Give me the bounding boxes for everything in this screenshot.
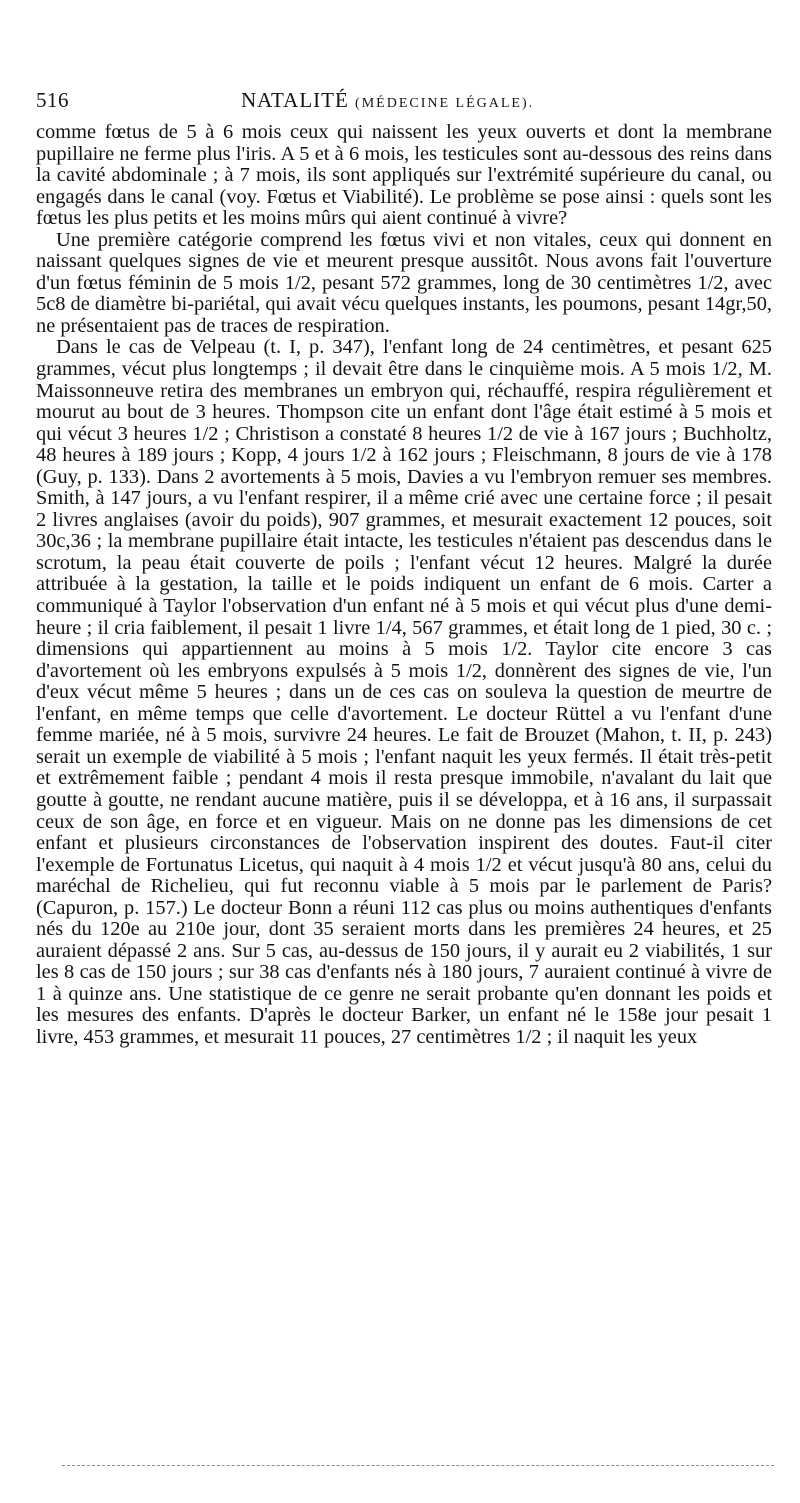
book-page — [36, 88, 772, 1049]
footer-rule — [62, 1465, 774, 1466]
running-title-subtitle: (MÉDECINE LÉGALE). — [355, 96, 535, 111]
page-number: 516 — [36, 88, 69, 112]
running-title — [241, 88, 534, 113]
running-header — [36, 88, 772, 122]
paragraph-continuation: comme fœtus de 5 à 6 mois ceux qui naissent les yeux ouverts et dont la membrane pupillaire ne ferme plus l'iris. A 5 et à 6 mois, les testicules sont au-dessous des reins dans la cavité abdominale ; à 7 mois, ils sont appliqués sur l'extrémité supérieure du canal, ou engagés dans le canal (voy. Fœtus et Viabilité). Le problème se pose ainsi : quels sont les fœtus les plus petits et les moins mûrs qui aient continué à vivre? — [36, 121, 772, 230]
paragraph-velpeau-case: Dans le cas de Velpeau (t. I, p. 347), l'enfant long de 24 centimètres, et pesant 625 grammes, vécut plus longtemps ; il devait être dans le cinquième mois. A 5 mois 1/2, M. Maissonneuve retira des membranes un embryon qui, réchauffé, respira régulièrement et mourut au bout de 3 heures. Thompson cite un enfant dont l'âge était estimé à 5 mois et qui vécut 3 heures 1/2 ; Christison a constaté 8 heures 1/2 de vie à 167 jours ; Buchholtz, 48 heures à 189 jours ; Kopp, 4 jours 1/2 à 162 jours ; Fleischmann, 8 jours de vie à 178 (Guy, p. 133). Dans 2 avortements à 5 mois, Davies a vu l'embryon remuer ses membres. Smith, à 147 jours, a vu l'enfant respirer, il a même crié avec une certaine force ; il pesait 2 livres anglaises (avoir du poids), 907 grammes, et mesurait exactement 12 pouces, soit 30c,36 ; la membrane pupillaire était intacte, les testicules n'étaient pas descendus dans le scrotum, la peau était couverte de poils ; l'enfant vécut 12 heures. Malgré la durée attribuée à la gestation, la taille et le poids indiquent un enfant de 6 mois. Carter a communiqué à Taylor l'observation d'un enfant né à 5 mois et qui vécut plus d'une demi-heure ; il cria faiblement, il pesait 1 livre 1/4, 567 grammes, et était long de 1 pied, 30 c. ; dimensions qui appartiennent au moins à 5 mois 1/2. Taylor cite encore 3 cas d'avortement où les embryons expulsés à 5 mois 1/2, donnèrent des signes de vie, l'un d'eux vécut même 5 heures ; dans un de ces cas on souleva la question de meurtre de l'enfant, en même temps que celle d'avortement. Le docteur Rüttel a vu l'enfant d'une femme mariée, né à 5 mois, survivre 24 heures. Le fait de Brouzet (Mahon, t. II, p. 243) serait un exemple de viabilité à 5 mois ; l'enfant naquit les yeux fermés. Il était très-petit et extrêmement faible ; pendant 4 mois il resta presque immobile, n'avalant du lait que goutte à goutte, ne rendant aucune matière, puis il se développa, et à 16 ans, il surpassait ceux de son âge, en force et en vigueur. Mais on ne donne pas les dimensions de cet enfant et plusieurs circonstances de l'observation inspirent des doutes. Faut-il citer l'exemple de Fortunatus Licetus, qui naquit à 4 mois 1/2 et vécut jusqu'à 80 ans, celui du maréchal de Richelieu, qui fut reconnu viable à 5 mois par le parlement de Paris? (Capuron, p. 157.) Le docteur Bonn a réuni 112 cas plus ou moins authentiques d'enfants nés du 120e au 210e jour, dont 35 seraient morts dans les premières 24 heures, et 25 auraient dépassé 2 ans. Sur 5 cas, au-dessus de 150 jours, il y aurait eu 2 viabilités, 1 sur les 8 cas de 150 jours ; sur 38 cas d'enfants nés à 180 jours, 7 auraient continué à vivre de 1 à quinze ans. Une statistique de ce genre ne serait probante qu'en donnant les poids et les mesures des enfants. D'après le docteur Barker, un enfant né le 158e jour pesait 1 livre, 453 grammes, et mesurait 11 pouces, 27 centimètres 1/2 ; il naquit les yeux — [36, 336, 772, 1048]
running-title-main: NATALITÉ — [241, 88, 349, 112]
paragraph-first-category: Une première catégorie comprend les fœtus vivi et non vitales, ceux qui donnent en naissant quelques signes de vie et meurent presque aussitôt. Nous avons fait l'ouverture d'un fœtus féminin de 5 mois 1/2, pesant 572 grammes, long de 30 centimètres 1/2, avec 5c8 de diamètre bi-pariétal, qui avait vécu quelques instants, les poumons, pesant 14gr,50, ne présentaient pas de traces de respiration. — [36, 228, 772, 337]
body-text — [36, 122, 772, 1049]
